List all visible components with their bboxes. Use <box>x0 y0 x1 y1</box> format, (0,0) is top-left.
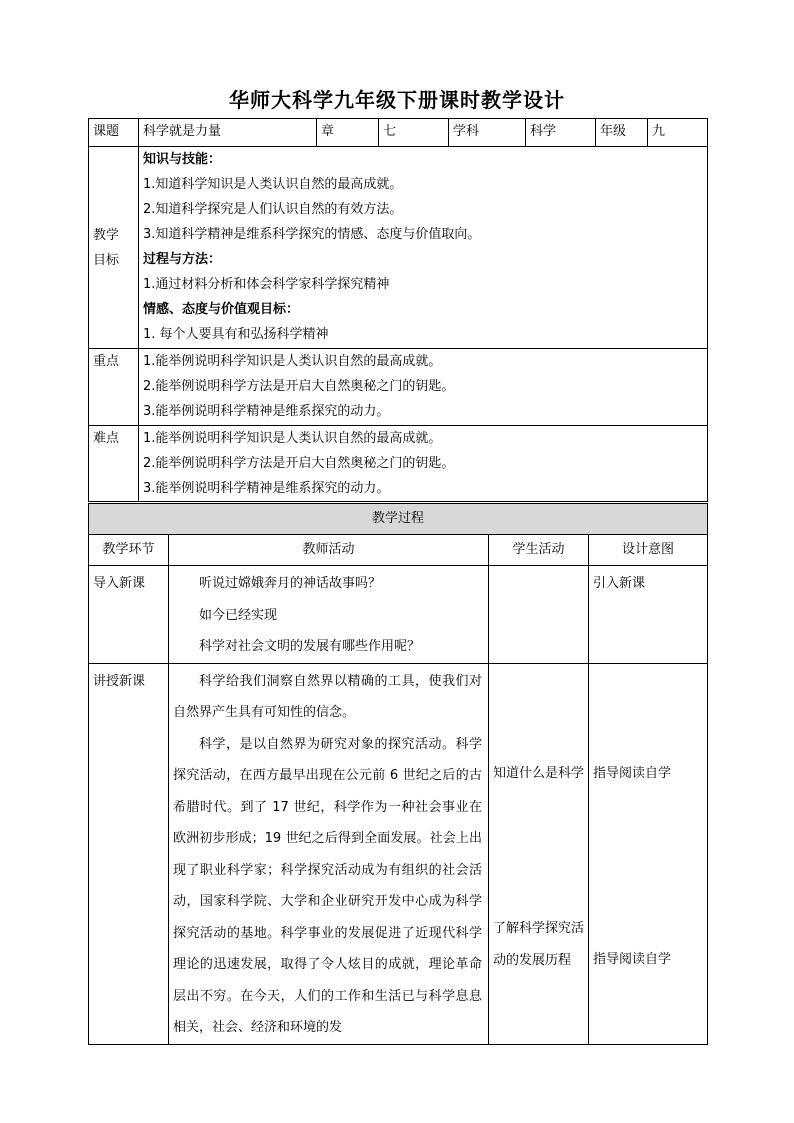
teacher-paragraph: 科学给我们洞察自然界以精确的工具，使我们对自然界产生具有可知性的信念。 <box>173 673 482 720</box>
knowledge-heading: 知识与技能： <box>143 152 222 167</box>
student-activity-cell <box>489 566 589 664</box>
key-points-label: 重点 <box>89 349 139 426</box>
knowledge-item: 1.知道科学知识是人类认识自然的最高成就。 <box>143 177 403 192</box>
attitude-heading: 情感、态度与价值观目标： <box>143 302 300 317</box>
topic-value: 科学就是力量 <box>139 119 317 147</box>
stage-cell: 导入新课 <box>89 566 169 664</box>
grade-label: 年级 <box>596 119 648 147</box>
teacher-activity-cell <box>169 663 489 1044</box>
intro-row <box>89 566 708 664</box>
spacer <box>593 789 703 944</box>
spacer <box>493 789 584 913</box>
difficult-points-content <box>139 426 708 502</box>
teacher-line: 听说过嫦娥奔月的神话故事吗？ <box>199 576 382 591</box>
column-header: 教师活动 <box>169 535 489 566</box>
topic-label: 课题 <box>89 119 139 147</box>
teacher-line: 如今已经实现 <box>199 607 278 623</box>
subject-value: 科学 <box>526 119 596 147</box>
subject-label: 学科 <box>449 119 526 147</box>
chapter-value: 七 <box>379 119 449 147</box>
process-heading: 过程与方法： <box>143 252 222 267</box>
student-activity-cell <box>489 663 589 1044</box>
difficult-point-item: 3.能举例说明科学精神是维系探究的动力。 <box>143 481 390 496</box>
process-title: 教学过程 <box>89 504 708 535</box>
key-points-row <box>89 349 708 426</box>
grade-value: 九 <box>648 119 708 147</box>
column-header: 设计意图 <box>589 535 708 566</box>
stage-cell: 讲授新课 <box>89 663 169 1044</box>
key-point-item: 1.能举例说明科学知识是人类认识自然的最高成就。 <box>143 354 442 369</box>
attitude-item: 1. 每个人要具有和弘扬科学精神 <box>143 327 329 342</box>
teaching-process-table <box>88 503 708 1045</box>
chapter-label: 章 <box>317 119 379 147</box>
teacher-activity-cell <box>169 566 489 664</box>
column-header: 学生活动 <box>489 535 589 566</box>
design-intent: 指导阅读自学 <box>593 952 672 967</box>
student-activity: 知道什么是科学 <box>493 765 585 781</box>
student-activity: 了解科学探究活动的发展历程 <box>493 921 585 968</box>
difficult-point-item: 2.能举例说明科学方法是开启大自然奥秘之门的钥匙。 <box>143 456 455 471</box>
objectives-label: 教学 目标 <box>89 147 139 349</box>
intent-cell: 引入新课 <box>589 566 708 664</box>
process-item: 1.通过材料分析和体会科学家科学探究精神 <box>143 277 390 292</box>
objectives-content <box>139 147 708 349</box>
lecture-row <box>89 663 708 1044</box>
teacher-line: 科学对社会文明的发展有哪些作用呢？ <box>199 639 421 654</box>
process-header-row <box>89 535 708 566</box>
lesson-info-table <box>88 118 708 502</box>
difficult-point-item: 1.能举例说明科学知识是人类认识自然的最高成就。 <box>143 431 442 446</box>
intent-cell <box>589 663 708 1044</box>
key-points-content <box>139 349 708 426</box>
process-title-row <box>89 504 708 535</box>
info-row <box>89 119 708 147</box>
column-header: 教学环节 <box>89 535 169 566</box>
key-point-item: 3.能举例说明科学精神是维系探究的动力。 <box>143 404 390 419</box>
design-intent: 指导阅读自学 <box>593 765 672 781</box>
key-point-item: 2.能举例说明科学方法是开启大自然奥秘之门的钥匙。 <box>143 379 455 394</box>
knowledge-item: 3.知道科学精神是维系科学探究的情感、态度与价值取向。 <box>143 227 481 242</box>
difficult-points-row <box>89 426 708 502</box>
difficult-points-label: 难点 <box>89 426 139 502</box>
objectives-row <box>89 147 708 349</box>
knowledge-item: 2.知道科学探究是人们认识自然的有效方法。 <box>143 202 403 217</box>
page-title: 华师大科学九年级下册课时教学设计 <box>229 88 565 112</box>
teacher-paragraph: 科学，是以自然界为研究对象的探究活动。科学探究活动，在西方最早出现在公元前 6 世纪之后的古希腊时代。到了 17 世纪，科学作为一种社会事业在欧洲初步形成；19 世纪之后得到全面发展。社会上出现了职业科学家；科学探究活动成为有组织的社会活动，国家科学院、大学和企业研究开发中心成为科学探究活动的基地。科学事业的发展促进了近现代科学理论的迅速发展，取得了令人炫目的成就，理论革命层出不穷。在今天，人们的工作和生活已与科学息息相关，社会、经济和环境的发 <box>173 736 482 1035</box>
